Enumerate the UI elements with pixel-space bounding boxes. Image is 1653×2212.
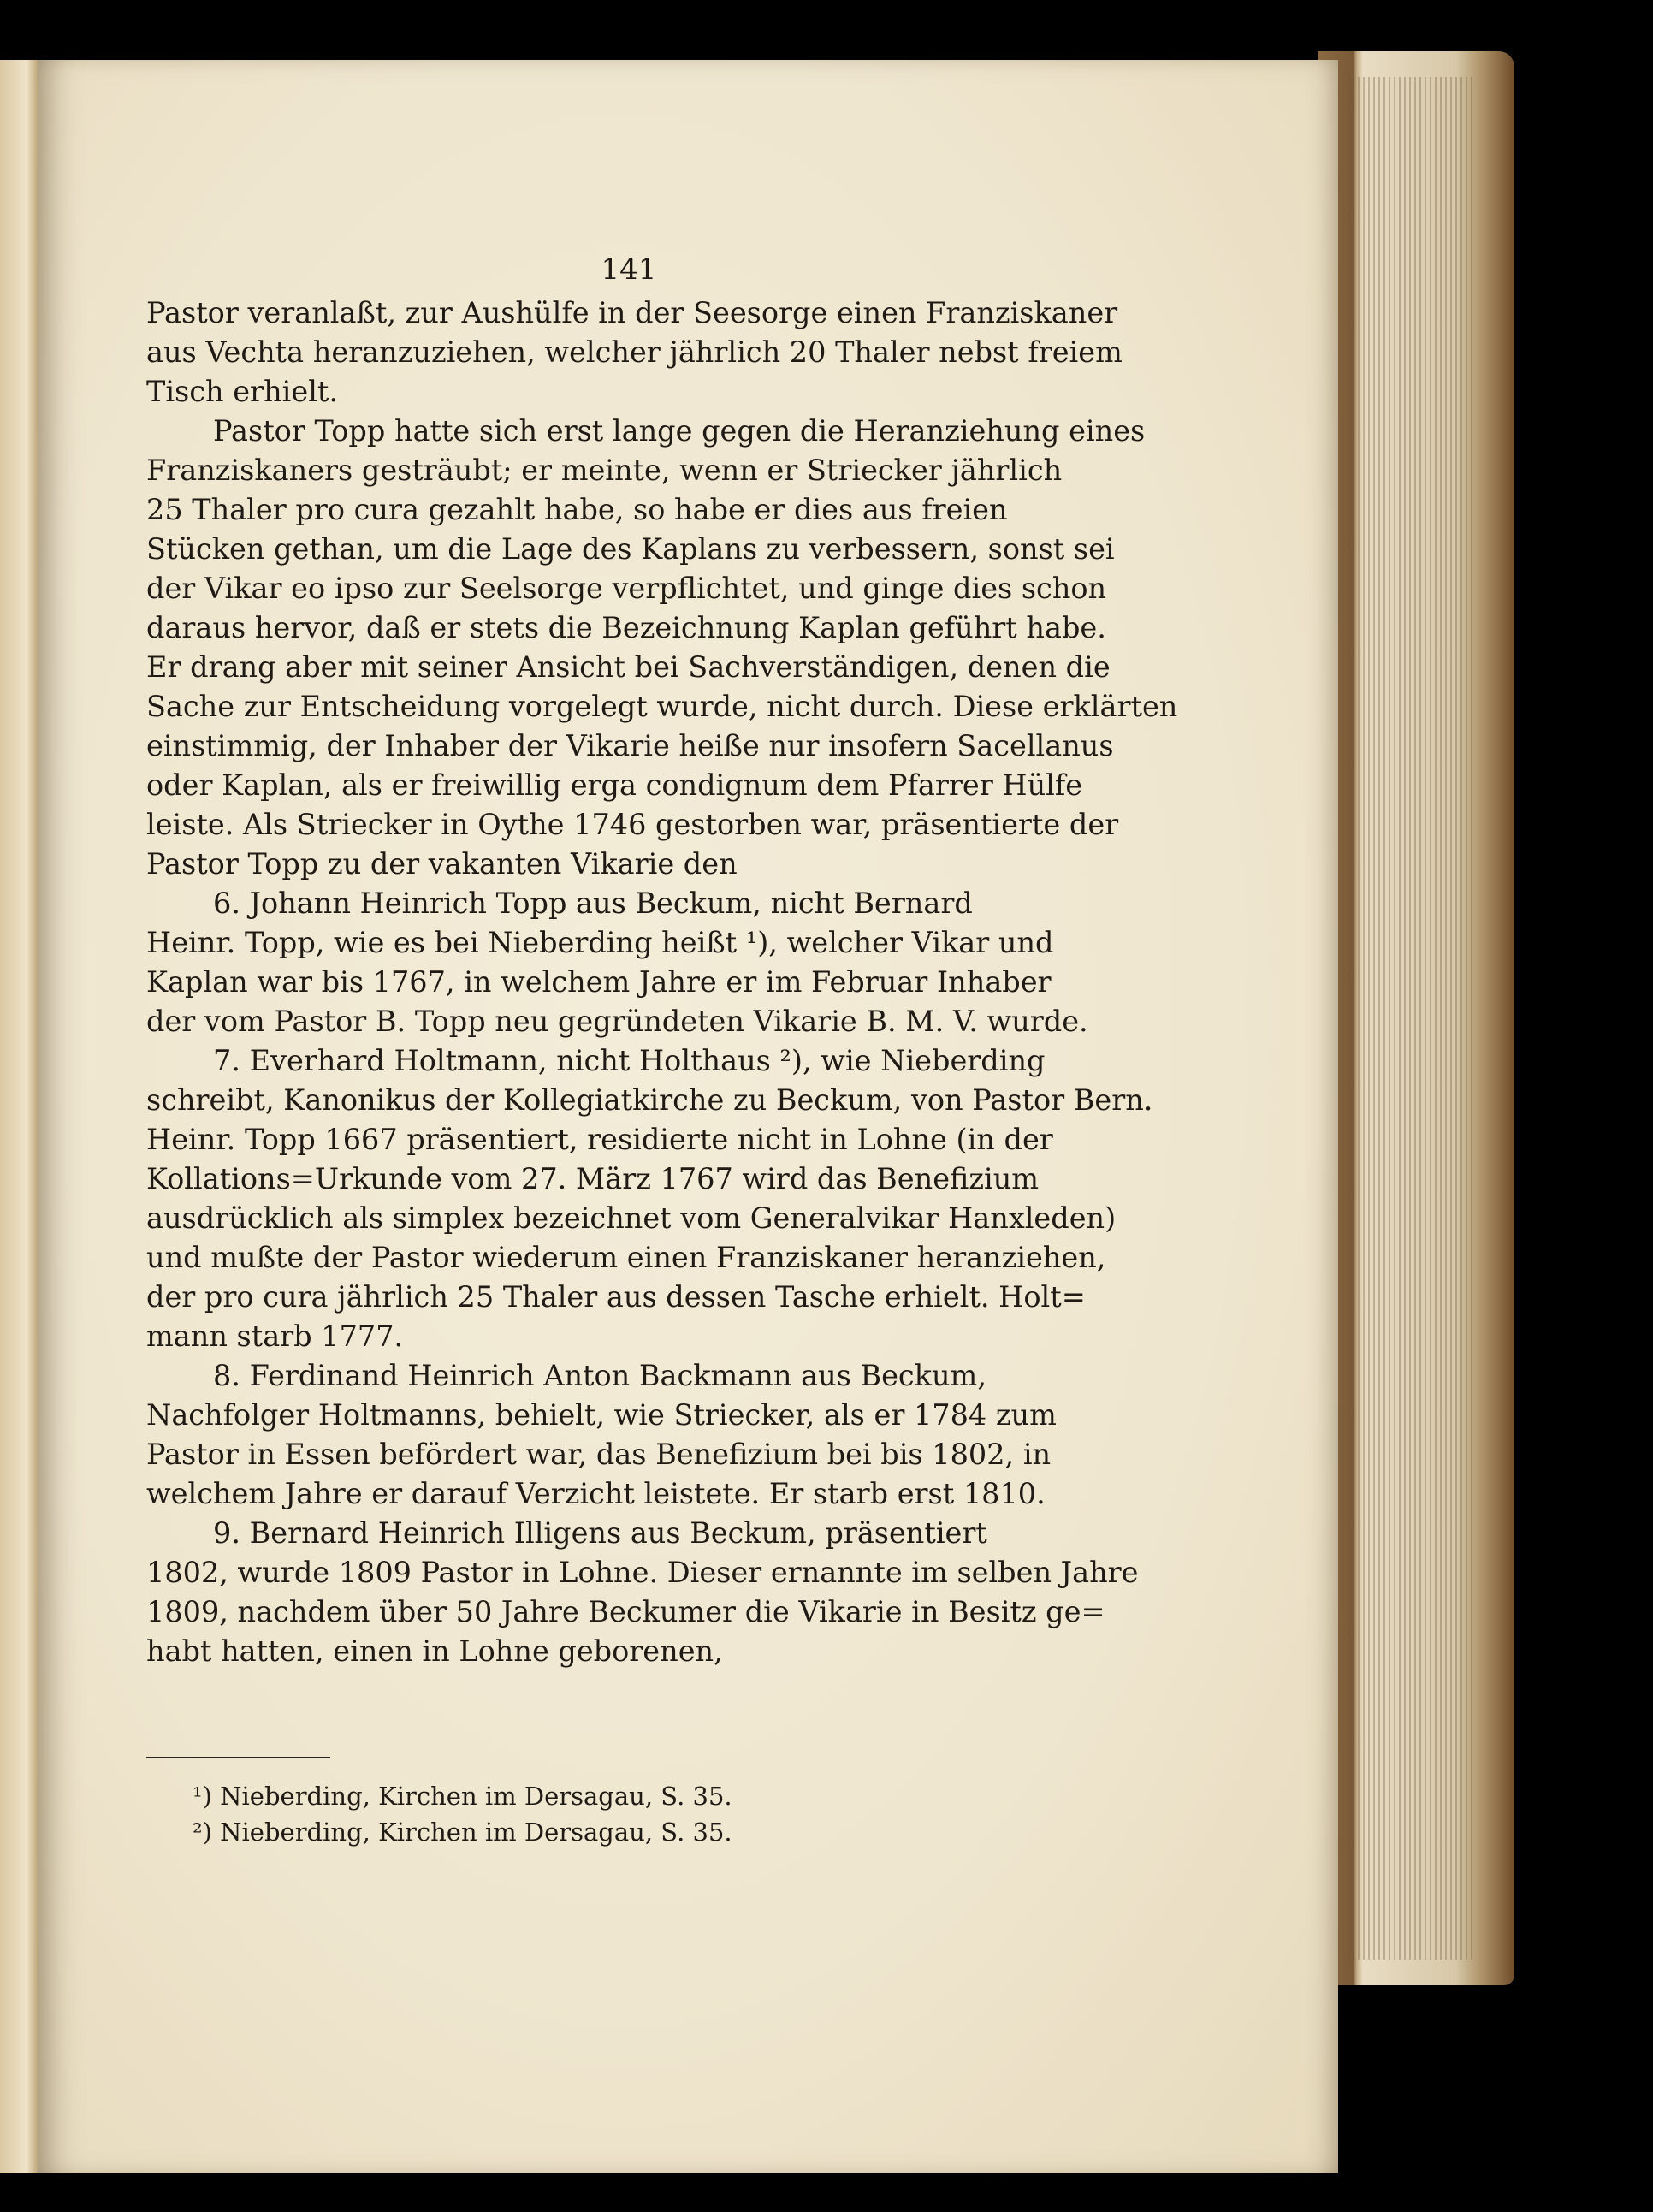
text-line: Pastor Topp zu der vakanten Vikarie den [146, 847, 738, 881]
text-line: schreibt, Kanonikus der Kollegiatkirche zu Beckum, von Pastor Bern. [146, 1083, 1153, 1117]
text-line: Heinr. Topp, wie es bei Nieberding heißt ¹), welcher Vikar und [146, 926, 1054, 959]
footnote: ¹) Nieberding, Kirchen im Dersagau, S. 35. [193, 1782, 732, 1811]
text-line: oder Kaplan, als er freiwillig erga condignum dem Pfarrer Hülfe [146, 768, 1083, 802]
text-line: 1809, nachdem über 50 Jahre Beckumer die Vikarie in Besitz ge= [146, 1595, 1105, 1628]
text-line: 1802, wurde 1809 Pastor in Lohne. Dieser ernannte im selben Jahre [146, 1556, 1139, 1589]
text-line: welchem Jahre er darauf Verzicht leistete. Er starb erst 1810. [146, 1477, 1046, 1510]
facing-page-edge [0, 60, 38, 2173]
text-line: aus Vechta heranzuziehen, welcher jährlich 20 Thaler nebst freiem [146, 335, 1123, 369]
text-line: 7. Everhard Holtmann, nicht Holthaus ²), wie Nieberding [213, 1044, 1046, 1077]
text-line: der vom Pastor B. Topp neu gegründeten Vikarie B. M. V. wurde. [146, 1005, 1088, 1038]
text-line: Kollations=Urkunde vom 27. März 1767 wird das Benefizium [146, 1162, 1040, 1195]
text-line: 9. Bernard Heinrich Illigens aus Beckum, präsentiert [213, 1516, 987, 1550]
footnote-divider [146, 1757, 330, 1758]
page-block-lines [1348, 77, 1476, 1960]
footnote: ²) Nieberding, Kirchen im Dersagau, S. 35. [193, 1818, 732, 1847]
text-line: mann starb 1777. [146, 1319, 404, 1353]
text-line: Nachfolger Holtmanns, behielt, wie Striecker, als er 1784 zum [146, 1398, 1057, 1432]
text-line: 25 Thaler pro cura gezahlt habe, so habe er dies aus freien [146, 493, 1008, 526]
text-line: daraus hervor, daß er stets die Bezeichnung Kaplan geführt habe. [146, 611, 1106, 644]
text-line: der Vikar eo ipso zur Seelsorge verpflichtet, und ginge dies schon [146, 572, 1107, 605]
text-line: 6. Johann Heinrich Topp aus Beckum, nicht Bernard [213, 887, 973, 920]
footnotes [193, 1778, 963, 1850]
page-number: 141 [601, 252, 657, 287]
text-line: der pro cura jährlich 25 Thaler aus dessen Tasche erhielt. Holt= [146, 1280, 1086, 1314]
text-line: Er drang aber mit seiner Ansicht bei Sachverständigen, denen die [146, 650, 1111, 684]
text-line: Pastor veranlaßt, zur Aushülfe in der Seesorge einen Franziskaner [146, 296, 1118, 329]
text-line: 8. Ferdinand Heinrich Anton Backmann aus Beckum, [213, 1359, 986, 1392]
text-line: und mußte der Pastor wiederum einen Franziskaner heranziehen, [146, 1241, 1106, 1274]
text-line: Kaplan war bis 1767, in welchem Jahre er im Februar Inhaber [146, 965, 1052, 999]
text-line: Pastor in Essen befördert war, das Benefizium bei bis 1802, in [146, 1438, 1052, 1471]
text-line: Heinr. Topp 1667 präsentiert, residierte nicht in Lohne (in der [146, 1123, 1053, 1156]
text-line: leiste. Als Striecker in Oythe 1746 gestorben war, präsentierte der [146, 808, 1119, 841]
text-line: Tisch erhielt. [146, 375, 339, 408]
page-body [146, 294, 1178, 1671]
text-line: Pastor Topp hatte sich erst lange gegen die Heranziehung eines [213, 414, 1146, 448]
text-line: habt hatten, einen in Lohne geborenen, [146, 1634, 723, 1668]
text-line: ausdrücklich als simplex bezeichnet vom Generalvikar Hanxleden) [146, 1201, 1117, 1235]
text-line: Stücken gethan, um die Lage des Kaplans zu verbessern, sonst sei [146, 532, 1115, 566]
text-line: einstimmig, der Inhaber der Vikarie heiße nur insofern Sacellanus [146, 729, 1114, 762]
text-line: Sache zur Entscheidung vorgelegt wurde, nicht durch. Diese erklärten [146, 690, 1178, 723]
text-line: Franziskaners gesträubt; er meinte, wenn er Striecker jährlich [146, 454, 1063, 487]
